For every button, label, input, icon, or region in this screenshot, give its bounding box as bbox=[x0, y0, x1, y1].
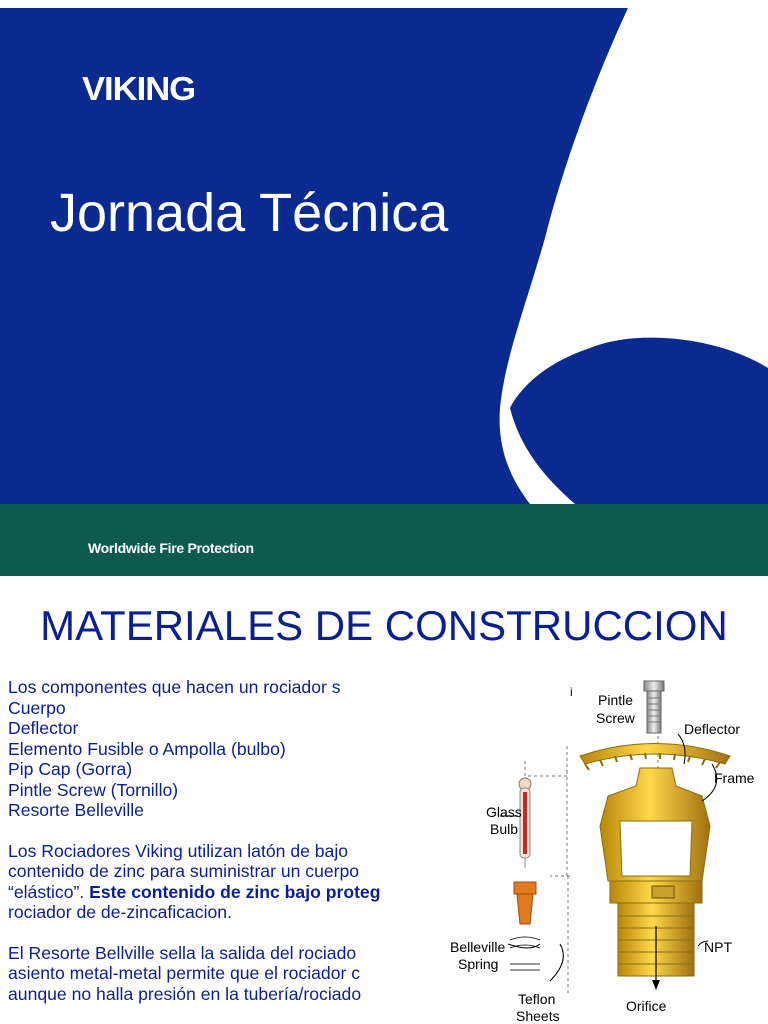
component-item: Cuerpo bbox=[8, 697, 66, 718]
component-item: Pip Cap (Gorra) bbox=[8, 759, 133, 779]
component-item: Pintle Screw (Tornillo) bbox=[8, 779, 179, 800]
label-sheets: Sheets bbox=[516, 1008, 560, 1024]
label-deflector: Deflector bbox=[684, 721, 741, 737]
label-pintle: Pintle bbox=[598, 692, 634, 708]
label-orifice: Orifice bbox=[626, 998, 667, 1014]
paragraph-line: Los Rociadores Viking utilizan latón de bajo bbox=[8, 840, 349, 861]
viking-logo: VIKING bbox=[82, 70, 196, 107]
label-frame: Frame bbox=[714, 770, 755, 786]
paragraph-line: asiento metal-metal permite que el rociador c bbox=[8, 963, 361, 983]
component-item: Resorte Belleville bbox=[8, 800, 144, 820]
slide-title: MATERIALES DE CONSTRUCCION bbox=[40, 602, 728, 649]
component-item: Deflector bbox=[8, 718, 79, 738]
label-glass: Glass bbox=[486, 804, 522, 820]
paragraph-line: El Resorte Bellville sella la salida del rociado bbox=[8, 942, 357, 963]
paragraph-line bbox=[8, 882, 433, 903]
tagline: Worldwide Fire Protection bbox=[88, 540, 254, 556]
intro-text: Los componentes que hacen un rociador s bbox=[8, 677, 341, 697]
pip-cap bbox=[514, 882, 536, 924]
pintle-screw bbox=[644, 681, 664, 733]
component-item: Elemento Fusible o Ampolla (bulbo) bbox=[8, 738, 286, 759]
paragraph-line: rociador de de-zincaficacion. bbox=[8, 902, 232, 922]
deflector-part bbox=[580, 744, 730, 771]
label-bulb: Bulb bbox=[490, 821, 519, 837]
label-spring: Spring bbox=[458, 956, 499, 972]
body-text bbox=[8, 677, 433, 1004]
slide-title: Jornada Técnica bbox=[50, 183, 449, 243]
label-teflon: Teflon bbox=[518, 991, 556, 1007]
bold-text: Este contenido de zinc bajo proteg bbox=[89, 881, 381, 902]
label-npt: NPT bbox=[704, 939, 732, 955]
glass-bulb bbox=[519, 778, 531, 868]
paragraph-line: aunque no halla presión en la tubería/rociado bbox=[8, 983, 362, 1004]
small-mark: i bbox=[570, 685, 573, 699]
paragraph-line: contenido de zinc para suministrar un cuerpo bbox=[8, 861, 360, 881]
quoted-word: “elástico”. bbox=[8, 881, 90, 902]
label-belleville: Belleville bbox=[450, 939, 506, 955]
label-screw: Screw bbox=[596, 710, 635, 726]
sprinkler-frame bbox=[600, 768, 710, 990]
teflon-sheets bbox=[510, 964, 540, 970]
sprinkler-diagram bbox=[440, 676, 768, 1024]
